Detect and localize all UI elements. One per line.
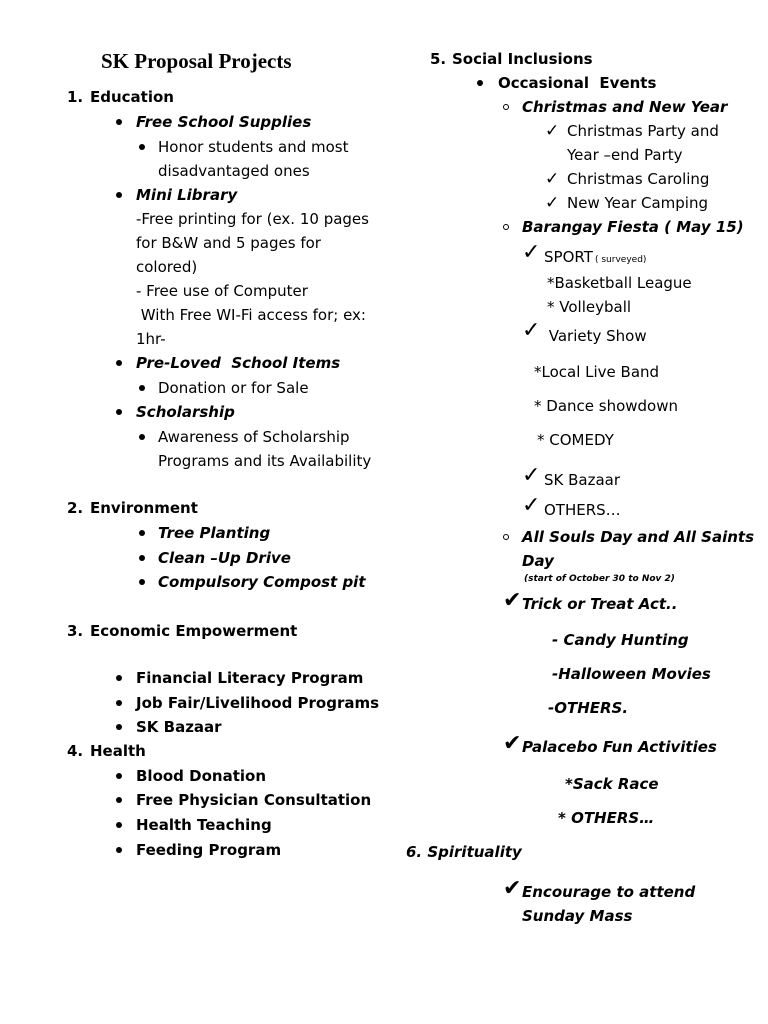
heavy-check-icon: ✔ [503, 876, 522, 901]
bullet-icon [116, 409, 122, 415]
bullet-icon [139, 385, 145, 391]
list-item: Variety Show [544, 327, 647, 345]
list-item: * Dance showdown [534, 397, 679, 415]
bullet-icon [116, 360, 122, 366]
bullet-icon [116, 119, 122, 125]
list-item: Palacebo Fun Activities [522, 738, 717, 756]
list-item: * COMEDY [537, 431, 614, 449]
list-item: Feeding Program [136, 841, 282, 859]
list-item: Pre-Loved School Items [136, 354, 341, 372]
list-item: *Local Live Band [534, 363, 660, 381]
bullet-icon [139, 579, 145, 585]
list-item: -Free printing for (ex. 10 pages [136, 210, 369, 228]
list-item: *Basketball League [547, 274, 692, 292]
list-item: * OTHERS… [558, 809, 655, 827]
list-item: With Free WI-Fi access for; ex: [136, 306, 366, 324]
bullet-icon [139, 144, 145, 150]
list-item: Year –end Party [567, 146, 683, 164]
list-item: Programs and its Availability [158, 452, 372, 470]
list-item: Donation or for Sale [158, 379, 309, 397]
bullet-icon [116, 675, 122, 681]
section-heading-education: Education [90, 88, 174, 106]
list-item: Occasional Events [498, 74, 657, 92]
list-item: Health Teaching [136, 816, 272, 834]
list-item: Barangay Fiesta ( May 15) [522, 218, 744, 236]
list-item: disadvantaged ones [158, 162, 310, 180]
list-item: - Candy Hunting [552, 631, 689, 649]
check-icon: ✓ [545, 121, 560, 141]
list-item: 1hr- [136, 330, 166, 348]
list-item: SPORT [544, 248, 593, 266]
list-item: SK Bazaar [544, 471, 621, 489]
check-icon: ✓ [545, 169, 560, 189]
list-item: Trick or Treat Act.. [522, 595, 678, 613]
bullet-icon [116, 773, 122, 779]
section-heading-spirituality: 6. Spirituality [406, 843, 522, 861]
section-number: 1. [67, 88, 84, 106]
section-number: 5. [430, 50, 447, 68]
list-item: -Halloween Movies [552, 665, 711, 683]
check-icon: ✓ [522, 463, 541, 488]
list-item: Christmas Caroling [567, 170, 710, 188]
list-item: - Free use of Computer [136, 282, 308, 300]
list-item: All Souls Day and All Saints [522, 528, 755, 546]
section-heading-health: Health [90, 742, 146, 760]
bullet-icon [116, 797, 122, 803]
list-item: Awareness of Scholarship [158, 428, 350, 446]
circle-bullet-icon [503, 534, 509, 540]
list-item: SK Bazaar [136, 718, 222, 736]
bullet-icon [116, 847, 122, 853]
list-item: -OTHERS. [548, 699, 629, 717]
list-item: Financial Literacy Program [136, 669, 364, 687]
list-item: Job Fair/Livelihood Programs [136, 694, 380, 712]
bullet-icon [116, 822, 122, 828]
bullet-icon [116, 724, 122, 730]
section-number: 2. [67, 499, 84, 517]
section-number: 4. [67, 742, 84, 760]
check-icon: ✓ [522, 240, 541, 265]
section-number: 3. [67, 622, 84, 640]
check-icon: ✓ [522, 318, 541, 343]
list-item: Honor students and most [158, 138, 349, 156]
list-item: Free Physician Consultation [136, 791, 372, 809]
heavy-check-icon: ✔ [503, 731, 522, 756]
list-item: Scholarship [136, 403, 235, 421]
list-item: for B&W and 5 pages for [136, 234, 321, 252]
list-item: colored) [136, 258, 198, 276]
list-item: Sunday Mass [522, 907, 633, 925]
list-item: New Year Camping [567, 194, 709, 212]
bullet-icon [116, 192, 122, 198]
check-icon: ✓ [545, 193, 560, 213]
check-icon: ✓ [522, 493, 541, 518]
list-item: Free School Supplies [136, 113, 312, 131]
list-item: Tree Planting [158, 524, 271, 542]
heavy-check-icon: ✔ [503, 588, 522, 613]
list-item: Day [522, 552, 554, 570]
note-text: ( surveyed) [595, 255, 647, 265]
list-item: *Sack Race [565, 775, 659, 793]
list-item: Blood Donation [136, 767, 266, 785]
section-heading-social: Social Inclusions [452, 50, 593, 68]
list-item: Mini Library [136, 186, 238, 204]
bullet-icon [477, 80, 483, 86]
list-item: Encourage to attend [522, 883, 696, 901]
circle-bullet-icon [503, 224, 509, 230]
bullet-icon [139, 434, 145, 440]
section-heading-environment: Environment [90, 499, 198, 517]
bullet-icon [116, 700, 122, 706]
list-item: Christmas Party and [567, 122, 719, 140]
list-item: * Volleyball [547, 298, 632, 316]
list-item: Compulsory Compost pit [158, 573, 366, 591]
list-item: Clean –Up Drive [158, 549, 291, 567]
list-item: OTHERS… [544, 501, 621, 519]
section-heading-economic: Economic Empowerment [90, 622, 298, 640]
circle-bullet-icon [503, 104, 509, 110]
bullet-icon [139, 530, 145, 536]
page-title: SK Proposal Projects [101, 49, 292, 73]
note-text: (start of October 30 to Nov 2) [524, 574, 675, 584]
list-item: Christmas and New Year [522, 98, 728, 116]
bullet-icon [139, 555, 145, 561]
